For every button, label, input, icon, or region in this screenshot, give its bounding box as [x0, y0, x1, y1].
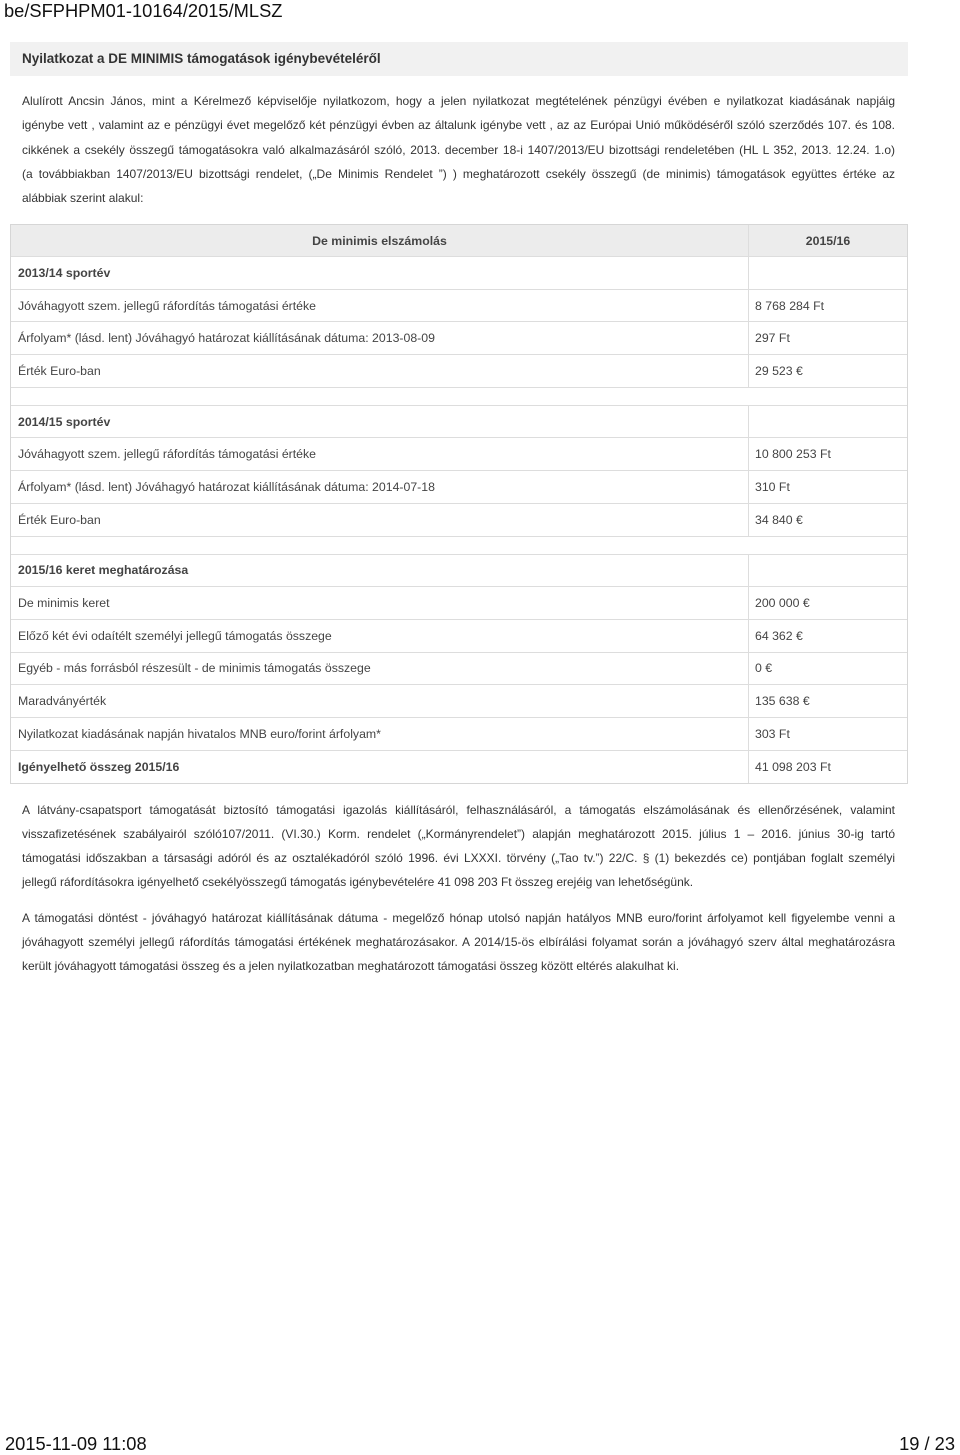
row-label: Egyéb - más forrásból részesült - de minimis támogatás összege — [18, 661, 371, 676]
table-header-row — [11, 225, 907, 257]
table-row — [11, 322, 907, 355]
paragraph-line: cikkének a csekély összegű támogatásokra való alkalmazásáról szóló, 2013. december 18-i 1407/2013/EU bizottsági rendeletében (HL L 352, 2013. 12.24. 1.o) — [22, 142, 895, 157]
empty-value-cell — [748, 555, 907, 587]
paragraph-line: jellegű ráfordításokra igényelhető csekélyösszegű támogatás igénybevételére 41 098 203 Ft összeg erejéig van lehetőségünk. — [22, 875, 694, 889]
row-value: 41 098 203 Ft — [748, 751, 907, 784]
row-label: Jóváhagyott szem. jellegű ráfordítás támogatási értéke — [18, 298, 317, 313]
row-label: Érték Euro-ban — [18, 512, 101, 527]
paragraph-line: támogatási időszakban a társasági adóról és az osztalékadóról szóló 1996. évi LXXXI. törvény („Tao tv.”) 22/C. § (1) bekezdés ce) pontjában foglalt személyi — [22, 851, 895, 865]
row-value: 135 638 € — [748, 685, 907, 717]
document-id: be/SFPHPM01-10164/2015/MLSZ — [4, 0, 283, 21]
footer-page-number: 19 / 23 — [899, 1433, 955, 1454]
empty-value-cell — [748, 257, 907, 289]
notes-paragraph — [22, 798, 895, 894]
paragraph-line: (a továbbiakban 1407/2013/EU bizottsági rendelet, („De Minimis Rendelet ”) ) meghatározott csekély összegű (de minimis) támogatások együttes értéke az — [22, 166, 895, 181]
section-title: Nyilatkozat a DE MINIMIS támogatások igénybevételéről — [22, 51, 381, 66]
table-row — [11, 438, 907, 471]
paragraph-line: Alulírott Ancsin János, mint a Kérelmező képviselője nyilatkozom, hogy a jelen nyilatkozat megtételének pénzügyi évében e nyilatkozat kiadásának napjáig — [22, 94, 895, 108]
notes-paragraph — [22, 906, 895, 978]
row-value: 297 Ft — [748, 322, 907, 354]
row-label: Előző két évi odaítélt személyi jellegű támogatás összege — [18, 628, 332, 643]
row-value: 34 840 € — [748, 504, 907, 536]
row-value: 310 Ft — [748, 471, 907, 503]
table-row — [11, 290, 907, 323]
de-minimis-table — [10, 224, 908, 784]
table-row — [11, 471, 907, 504]
row-value: 303 Ft — [748, 718, 907, 750]
table-row — [11, 504, 907, 537]
table-row — [11, 355, 907, 388]
row-label: Jóváhagyott szem. jellegű ráfordítás támogatási értéke — [18, 447, 317, 462]
paragraph-line: A támogatási döntést - jóváhagyó határozat kiállításának dátuma - megelőző hónap utolsó napján hatályos MNB euro/forint árfolyamot kell figyelembe venni a — [22, 911, 895, 925]
season-heading-row — [11, 555, 907, 588]
season-heading-row — [11, 406, 907, 439]
row-label: Árfolyam* (lásd. lent) Jóváhagyó határozat kiállításának dátuma: 2014-07-18 — [18, 479, 435, 494]
row-label: Árfolyam* (lásd. lent) Jóváhagyó határozat kiállításának dátuma: 2013-08-09 — [18, 331, 435, 346]
paragraph-line: igénybe vett , valamint az e pénzügyi évet megelőző két pénzügyi évben az általunk igénybe vett , az az Európai Unió működéséről szóló szerződés 107. és 108. — [22, 118, 895, 133]
paragraph-line: került jóváhagyott támogatási összeg és a jelen nyilatkozatban meghatározott támogatási összeg között eltérés alakulhat ki. — [22, 959, 680, 973]
season-heading: 2015/16 keret meghatározása — [18, 563, 189, 578]
section-title-bar — [10, 42, 908, 76]
row-value: 29 523 € — [748, 355, 907, 387]
table-header-period: 2015/16 — [748, 225, 907, 256]
table-header-label: De minimis elszámolás — [312, 233, 447, 248]
empty-value-cell — [748, 406, 907, 438]
row-label: Nyilatkozat kiadásának napján hivatalos MNB euro/forint árfolyam* — [18, 726, 381, 741]
spacer-row — [11, 537, 907, 555]
spacer-row — [11, 388, 907, 406]
intro-paragraph — [22, 89, 895, 210]
paragraph-line: alábbiak szerint alakul: — [22, 191, 144, 205]
paragraph-line: A látvány-csapatsport támogatását biztosító támogatási igazolás kiállításáról, felhasználásáról, a támogatás elszámolásának és ellenőrzésének, valamint — [22, 803, 895, 817]
table-row — [11, 620, 907, 653]
total-row — [11, 751, 907, 784]
table-row — [11, 587, 907, 620]
row-value: 200 000 € — [748, 587, 907, 619]
season-heading-row — [11, 257, 907, 290]
row-label: Igényelhető összeg 2015/16 — [18, 759, 180, 774]
paragraph-line: visszafizetésének szabályairól szóló107/2011. (VI.30.) Korm. rendelet („Kormányrendelet”) alapján meghatározott 2015. július 1 – 2016. június 30-ig tartó — [22, 827, 895, 841]
row-label: Érték Euro-ban — [18, 363, 101, 378]
row-label: Maradványérték — [18, 694, 107, 709]
table-row — [11, 653, 907, 686]
table-row — [11, 718, 907, 751]
row-value: 10 800 253 Ft — [748, 438, 907, 470]
row-label: De minimis keret — [18, 596, 110, 611]
season-heading: 2014/15 sportév — [18, 414, 111, 429]
row-value: 8 768 284 Ft — [748, 290, 907, 322]
table-row — [11, 685, 907, 718]
season-heading: 2013/14 sportév — [18, 265, 111, 280]
row-value: 64 362 € — [748, 620, 907, 652]
row-value: 0 € — [748, 653, 907, 685]
footer-timestamp: 2015-11-09 11:08 — [5, 1433, 147, 1454]
paragraph-line: jóváhagyott személyi jellegű ráfordítás támogatási értékének meghatározásakor. A 2014/15-ös elbírálási folyamat során a jóváhagyó szerv által meghatározásra — [22, 935, 895, 949]
